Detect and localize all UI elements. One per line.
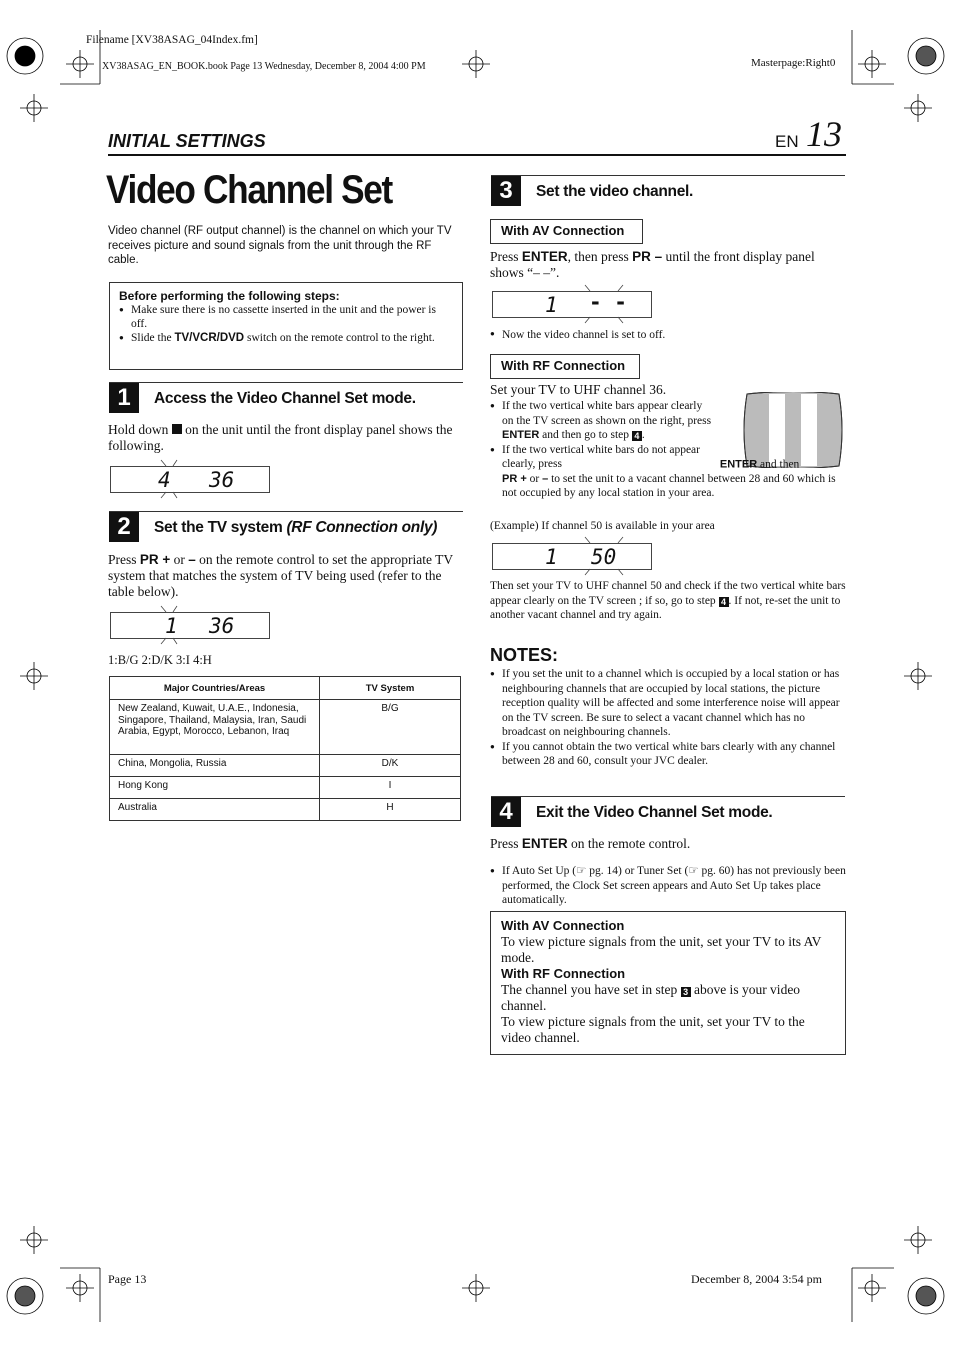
table-cell: Australia — [110, 799, 320, 821]
step3-rf-bullets — [490, 399, 836, 501]
step3-rf-b2-key-enter: ENTER — [719, 458, 758, 470]
lcd-display-step2 — [110, 612, 270, 639]
masterpage-label: Masterpage:Right0 — [751, 57, 836, 69]
step4-title: Exit the Video Channel Set mode. — [536, 804, 773, 821]
note-item: ● If you cannot obtain the two vertical white bars clearly with any channel between 28 and 60, consult your JVC dealer. — [490, 740, 846, 769]
step1-text — [108, 422, 458, 454]
table-header: Major Countries/Areas — [110, 677, 320, 700]
lcd-step1-right: 36 — [209, 468, 235, 492]
step4-number: 4 — [491, 797, 521, 827]
before-item-2-key: TV/VCR/DVD — [174, 332, 245, 344]
step3-av-text — [490, 249, 846, 281]
table-cell: H — [320, 799, 461, 821]
step3-av-text-c: until the front display panel shows “– –”. — [490, 249, 815, 280]
step3-title: Set the video channel. — [536, 183, 694, 200]
step4-text-b: on the remote control. — [571, 836, 691, 851]
step2-title — [154, 519, 437, 537]
before-item-2: ● Slide the TV/VCR/DVD switch on the remote control to the right. — [119, 331, 453, 345]
book-line: XV38ASAG_EN_BOOK.book Page 13 Wednesday, December 8, 2004 4:00 PM — [102, 61, 426, 72]
connection-summary-box — [490, 911, 846, 1055]
step2-text-or: or — [173, 552, 185, 567]
filename-line: Filename [XV38ASAG_04Index.fm] — [86, 34, 258, 46]
av-connection-tag: With AV Connection — [490, 219, 643, 244]
step3-rf-b2-b: and then — [760, 458, 800, 470]
section-title: INITIAL SETTINGS — [108, 131, 266, 151]
step2-key-pr-plus: PR + — [139, 552, 171, 567]
step3-rf-b2-key-minus: – — [542, 472, 549, 485]
summary-av-text: To view picture signals from the unit, set your TV to its AV mode. — [501, 934, 822, 965]
step3-av-note: ● Now the video channel is set to off. — [490, 329, 954, 341]
before-heading: Before performing the following steps: — [119, 289, 340, 303]
step3-rf-intro: Set your TV to UHF channel 36. — [490, 382, 667, 397]
step4-rule — [491, 796, 845, 797]
page-title: Video Channel Set — [106, 168, 392, 212]
step3-rf-b2-a: If the two vertical white bars do not appear clearly, press — [502, 443, 700, 470]
table-row — [110, 700, 461, 755]
step4-key-enter: ENTER — [521, 836, 568, 851]
lcd-step3-example-left: 1 — [545, 545, 558, 569]
lcd-step3-av-right: - - — [589, 290, 627, 314]
page-number: 13 — [806, 114, 842, 154]
step1-number: 1 — [109, 383, 139, 413]
before-steps-box — [109, 282, 463, 370]
tv-system-legend: 1:B/G 2:D/K 3:I 4:H — [108, 653, 212, 667]
summary-rf-heading: With RF Connection — [501, 966, 626, 981]
step2-text — [108, 552, 460, 600]
summary-rf-text-a: The channel you have set in step — [501, 982, 678, 997]
summary-rf-text-b: above is your video channel. — [501, 982, 801, 1013]
notes-heading: NOTES: — [490, 645, 559, 665]
notes-list — [490, 667, 846, 769]
step3-rule — [491, 175, 845, 176]
lcd-step3-av-left: 1 — [545, 293, 558, 317]
blink-rays-icon — [493, 285, 651, 325]
blink-rays-icon — [111, 606, 269, 646]
step3-rf-b1-key: ENTER — [502, 429, 540, 441]
header-rule — [108, 154, 846, 156]
table-cell: D/K — [320, 755, 461, 777]
lcd-display-step1 — [110, 466, 270, 493]
step2-text-a: Press — [108, 552, 137, 567]
step1-text-a: Hold down — [108, 422, 169, 437]
step3-av-text-a: Press — [490, 249, 519, 264]
step3-key-pr-minus: PR – — [632, 249, 663, 264]
step3-rf-b1-b: and then go to step — [542, 429, 630, 441]
step2-text-b: on the remote control to set the appropriate TV system that matches the system of TV being used (refer to the table below). — [108, 552, 453, 599]
step3-example-label: (Example) If channel 50 is available in your area — [490, 520, 715, 532]
lcd-step2-right: 36 — [209, 614, 235, 638]
summary-av-heading: With AV Connection — [501, 918, 625, 933]
table-row — [110, 799, 461, 821]
step3-rf-bullet-1: ● If the two vertical white bars appear clearly on the TV screen as shown on the right, press ENTER and then go to step 4 . — [490, 399, 715, 443]
step1-title: Access the Video Channel Set mode. — [154, 390, 416, 407]
table-cell: I — [320, 777, 461, 799]
step3-rf-b2-c: to set the unit to a vacant channel between 28 and 60 which is not occupied by any local station in your area. — [502, 472, 836, 499]
step2-key-minus: – — [188, 552, 196, 567]
step3-then-a: Then set your TV to UHF channel 50 and check if the two vertical white bars appear clearly on the TV screen ; if so, go to step — [490, 580, 846, 607]
blink-rays-icon — [111, 460, 269, 500]
step3-number: 3 — [491, 176, 521, 206]
step3-rf-bullet-2 — [490, 443, 847, 501]
rf-connection-tag: With RF Connection — [490, 354, 640, 379]
table-cell: Hong Kong — [110, 777, 320, 799]
step2-rule — [109, 511, 463, 512]
intro-text: Video channel (RF output channel) is the channel on which your TV receives picture and sound signals from the unit through the RF cable. — [108, 225, 452, 266]
table-cell: China, Mongolia, Russia — [110, 755, 320, 777]
step3-rf-b2-or: or — [529, 472, 540, 485]
step-ref-icon: 4 — [719, 597, 729, 607]
step-ref-icon: 3 — [681, 987, 691, 997]
lcd-step1-left: 4 — [158, 468, 171, 492]
step4-text-a: Press — [490, 836, 519, 851]
blink-rays-icon — [493, 537, 651, 577]
table-row — [110, 777, 461, 799]
note-item: ● If you set the unit to a channel which is occupied by a local station or has neighbouring channels that are occupied by local stations, the picture reception quality will be affected and some interference noise will appear on the TV screen. Be sure to select a vacant channel which has no broadcast on neighbouring channels. — [490, 667, 846, 740]
table-row — [110, 755, 461, 777]
step1-text-b: on the unit until the front display panel shows the following. — [108, 422, 453, 453]
summary-rf-text — [501, 982, 835, 1014]
lcd-step3-example-right: 50 — [591, 545, 617, 569]
step2-title-em: (RF Connection only) — [286, 519, 438, 536]
step4-bullet: ● If Auto Set Up (☞ pg. 14) or Tuner Set (☞ pg. 60) has not previously been performed, the Clock Set screen appears and Auto Set Up takes place automatically. — [490, 864, 846, 908]
step2-number: 2 — [109, 512, 139, 542]
before-item-1: ● Make sure there is no cassette inserted in the unit and the power is off. — [119, 303, 453, 331]
step2-title-main: Set the TV system — [154, 519, 283, 536]
summary-rf-text-c: To view picture signals from the unit, set your TV to the video channel. — [501, 1014, 805, 1045]
lcd-step2-left: 1 — [165, 614, 178, 638]
step3-rf-b1-a: If the two vertical white bars appear clearly on the TV screen as shown on the right, press — [502, 400, 712, 427]
step1-rule — [109, 382, 463, 383]
table-header-row — [110, 677, 461, 700]
step4-text — [490, 836, 690, 852]
step3-then-b: . If not, re-set the unit to another vacant channel and try again. — [490, 594, 841, 621]
lcd-display-step3-example — [492, 543, 652, 570]
lcd-display-step3-av — [492, 291, 652, 318]
tv-system-table — [109, 676, 461, 821]
footer-date: December 8, 2004 3:54 pm — [691, 1272, 822, 1286]
step3-rf-b2-key-pr: PR + — [502, 472, 527, 485]
table-header: TV System — [320, 677, 461, 700]
footer-page: Page 13 — [108, 1272, 147, 1286]
step3-av-text-b: , then press — [567, 249, 629, 264]
stop-icon — [172, 424, 182, 434]
step-ref-icon: 4 — [632, 431, 642, 441]
language-label: EN — [775, 132, 799, 151]
step3-key-enter: ENTER — [521, 249, 568, 264]
step3-then-text — [490, 579, 846, 623]
table-cell: B/G — [320, 700, 461, 755]
table-cell: New Zealand, Kuwait, U.A.E., Indonesia, Singapore, Thailand, Malaysia, Iran, Saudi Arabia, Egypt, Morocco, Lebanon, Iraq — [110, 700, 320, 755]
